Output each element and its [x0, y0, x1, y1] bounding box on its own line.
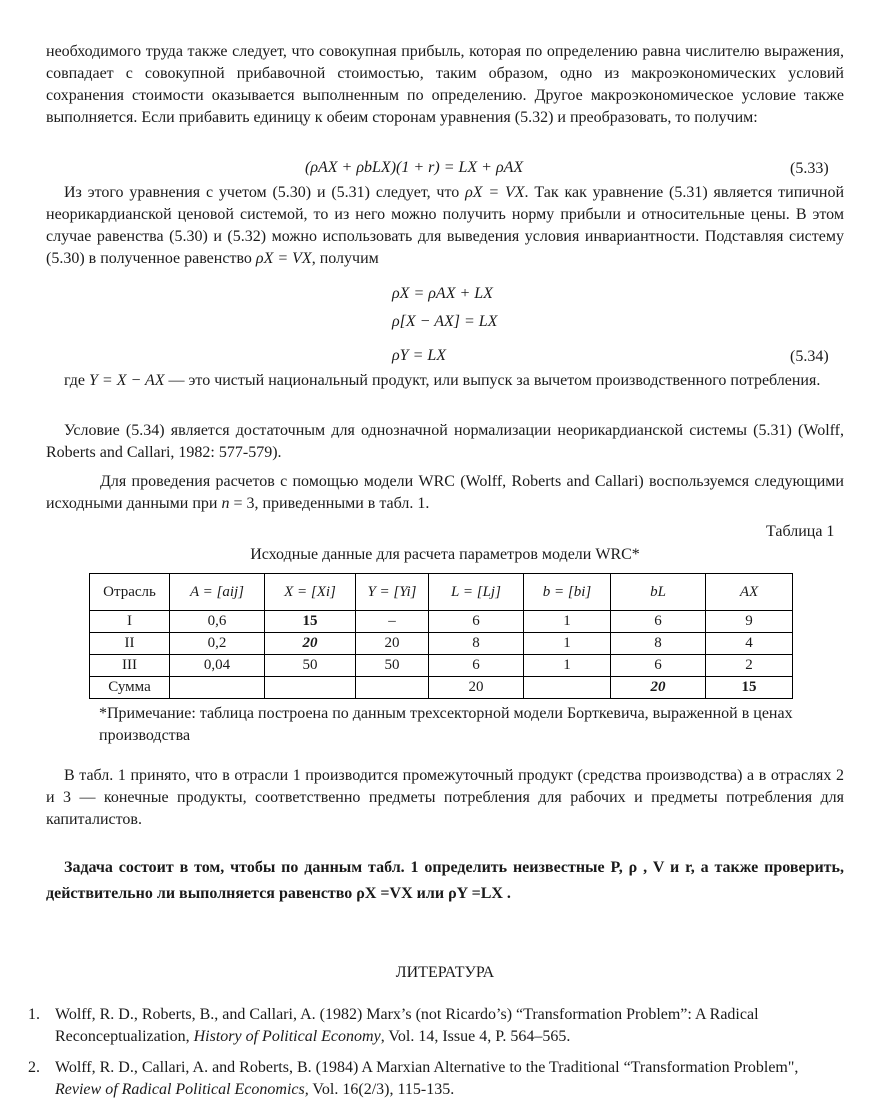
reference-list — [28, 1004, 848, 1101]
table-cell: 1 — [524, 633, 611, 655]
equation-5-33-number: (5.33) — [790, 160, 829, 177]
table-header-cell: Отрасль — [90, 574, 170, 611]
paragraph-2 — [46, 182, 844, 270]
table-cell: 20 — [611, 677, 706, 699]
table-cell: 6 — [429, 611, 524, 633]
table-row — [90, 633, 793, 655]
paragraph-5-a: Для проведения расчетов с помощью модели WRC (Wolff, Roberts and Callari) воспользуемся следующими исходными данными при — [46, 473, 844, 512]
table-label: Таблица 1 — [766, 523, 835, 540]
equation-5-34-line-1: ρX = ρAX + LX — [392, 285, 493, 302]
table-cell — [524, 677, 611, 699]
reference-authors: Wolff, R. D., Roberts, B., and Callari, A. (1982) Marx’s (not Ricardo’s) “Transformation Problem”: A Radical Reconceptualization, — [55, 1006, 759, 1045]
table-cell: 2 — [706, 655, 793, 677]
table-cell: 8 — [611, 633, 706, 655]
table-cell: 6 — [611, 611, 706, 633]
source-data-table — [89, 573, 793, 699]
paragraph-2-rest: . Так как уравнение (5.31) является типичной неорикардианской ценовой системой, то из него можно получить норму прибыли и относительные цены. В этом случае равенства (5.30) и (5.32) можно использовать для выведения условия инвариантности. Подставляя систему (5.30) в полученное равенство — [46, 184, 845, 267]
table-title: Исходные данные для расчета параметров модели WRC* — [250, 546, 640, 563]
table-header-cell: AX — [706, 574, 793, 611]
inline-equation: ρX = VX — [465, 184, 525, 201]
paragraph-5-b: = 3, приведенными в табл. 1. — [233, 495, 430, 512]
table-header-cell: X = [Xi] — [265, 574, 356, 611]
table-row — [90, 611, 793, 633]
table-cell: III — [90, 655, 170, 677]
paragraph-3-rest: — это чистый национальный продукт, или выпуск за вычетом производственного потребления. — [168, 372, 821, 389]
table-cell: 50 — [356, 655, 429, 677]
table-note: *Примечание: таблица построена по данным трехсекторной модели Борткевича, выраженной в ценах производства — [99, 705, 793, 744]
inline-equation: ρX = VX — [255, 250, 312, 267]
paragraph-1: необходимого труда также следует, что совокупная прибыль, которая по определению равна числителю выражения, совпадает с совокупной прибавочной стоимостью, таким образом, одно из макроэкономических условий сохранения стоимости оказывается выполненным по определению. Другое макроэкономическое условие также выполняется. Если прибавить единицу к обеим сторонам уравнения (5.32) и преобразовать, то получим: — [46, 43, 844, 126]
table-cell: 20 — [429, 677, 524, 699]
table-cell: 1 — [524, 655, 611, 677]
table-header-cell: bL — [611, 574, 706, 611]
table-row-total — [90, 677, 793, 699]
reference-item — [28, 1004, 848, 1048]
table-cell: II — [90, 633, 170, 655]
table-cell: 1 — [524, 611, 611, 633]
table-cell: 15 — [265, 611, 356, 633]
table-cell: 8 — [429, 633, 524, 655]
paragraph-3 — [46, 370, 844, 392]
paragraph-2-end: , получим — [311, 250, 379, 267]
table-cell: 15 — [706, 677, 793, 699]
reference-number: 2. — [28, 1059, 40, 1076]
table-row — [90, 655, 793, 677]
table-cell — [265, 677, 356, 699]
task-statement: Задача состоит в том, чтобы по данным табл. 1 определить неизвестные P, ρ , V и r, а также проверить, действительно ли выполняется равенство ρX =VX или ρY =LX . — [46, 859, 844, 902]
table-cell: 0,6 — [170, 611, 265, 633]
paragraph-5 — [46, 471, 844, 515]
table-cell: I — [90, 611, 170, 633]
paragraph-4: Условие (5.34) является достаточным для однозначной нормализации неорикардианской системы (5.31) (Wolff, Roberts and Callari, 1982: 577-579). — [46, 422, 844, 461]
table-cell: 9 — [706, 611, 793, 633]
paragraph-6: В табл. 1 принято, что в отрасли 1 производится промежуточный продукт (средства производства) а в отраслях 2 и 3 — конечные продукты, соответственно предметы потребления для рабочих и предметы потребления для капиталистов. — [46, 767, 844, 828]
literature-heading: ЛИТЕРАТУРА — [395, 964, 495, 981]
paragraph-3-pre: где — [64, 372, 86, 389]
table-cell: 20 — [265, 633, 356, 655]
equation-5-34-line-2: ρ[X − AX] = LX — [392, 313, 498, 330]
table-header-row — [90, 574, 793, 611]
table-cell — [356, 677, 429, 699]
paragraph-2-text: Из этого уравнения с учетом (5.30) и (5.31) следует, что — [64, 184, 460, 201]
reference-journal: Review of Radical Political Economics, — [55, 1081, 309, 1098]
table-header-cell: L = [Lj] — [429, 574, 524, 611]
table-cell: 20 — [356, 633, 429, 655]
table-cell: 50 — [265, 655, 356, 677]
reference-journal: History of Political Economy — [193, 1028, 381, 1045]
reference-details: Vol. 16(2/3), 115-135. — [308, 1081, 455, 1098]
table-header-cell: A = [aij] — [170, 574, 265, 611]
table-header-cell: b = [bi] — [524, 574, 611, 611]
table-cell: 4 — [706, 633, 793, 655]
table-cell: 6 — [611, 655, 706, 677]
table-cell: Сумма — [90, 677, 170, 699]
table-cell: – — [356, 611, 429, 633]
table-cell: 0,2 — [170, 633, 265, 655]
reference-item — [28, 1057, 848, 1101]
equation-5-34-number: (5.34) — [790, 348, 829, 365]
reference-authors: Wolff, R. D., Callari, A. and Roberts, B. (1984) A Marxian Alternative to the Traditional “Transformation Problem", — [55, 1059, 799, 1076]
table-cell — [170, 677, 265, 699]
equation-5-34-line-3: ρY = LX — [392, 347, 447, 364]
inline-equation: Y = X − AX — [89, 372, 165, 389]
equation-5-33: (ρAX + ρbLX)(1 + r) = LX + ρAX — [305, 159, 524, 176]
reference-number: 1. — [28, 1006, 40, 1023]
reference-details: , Vol. 14, Issue 4, P. 564–565. — [380, 1028, 571, 1045]
table-header-cell: Y = [Yi] — [356, 574, 429, 611]
table-cell: 6 — [429, 655, 524, 677]
table-cell: 0,04 — [170, 655, 265, 677]
paragraph-5-n: n — [221, 495, 230, 512]
